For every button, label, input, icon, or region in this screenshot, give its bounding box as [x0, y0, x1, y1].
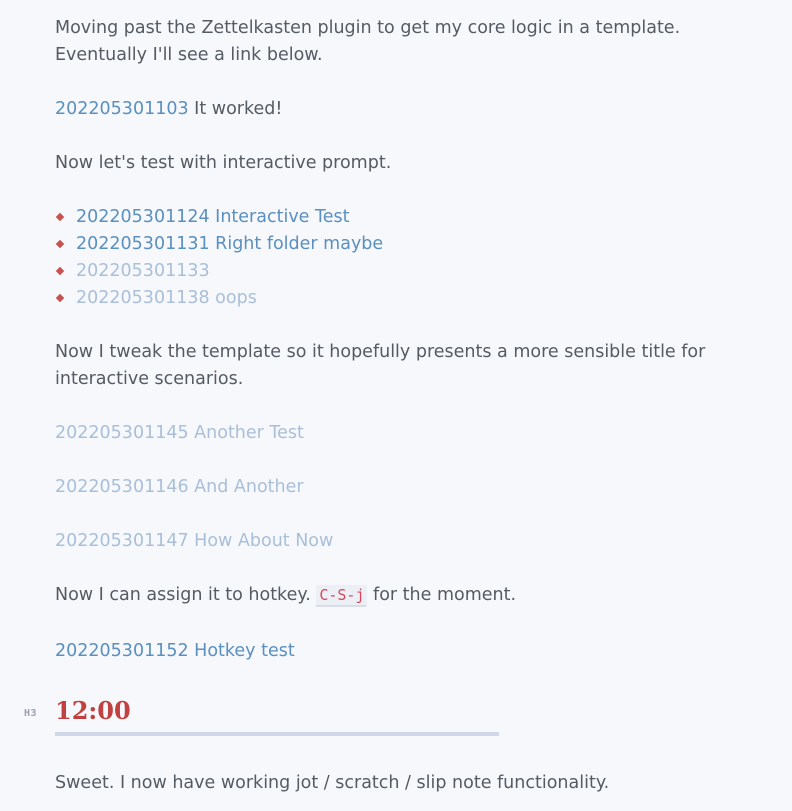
note-link-unresolved[interactable]: 202205301147 How About Now [55, 531, 334, 551]
note-body [55, 15, 735, 665]
note-link-unresolved[interactable]: 202205301145 Another Test [55, 423, 304, 443]
note-link-hotkey-test[interactable]: 202205301152 Hotkey test [55, 641, 295, 661]
note-link-202205301103[interactable]: 202205301103 [55, 99, 189, 119]
link-paragraph [55, 638, 735, 665]
note-link-unresolved[interactable]: 202205301146 And Another [55, 477, 304, 497]
diamond-bullet-icon [56, 213, 64, 221]
link-paragraph [55, 528, 735, 555]
paragraph-template [55, 339, 735, 393]
note-link-unresolved[interactable]: 202205301138 oops [76, 288, 257, 308]
diamond-bullet-icon [56, 240, 64, 248]
hotkey-text-after: for the moment. [367, 585, 517, 605]
paragraph-template-line1: Now I tweak the template so it hopefully presents a more sensible title for [55, 342, 706, 362]
heading-time: 12:00 [55, 696, 131, 725]
link-paragraph [55, 420, 735, 447]
paragraph-template-line2: interactive scenarios. [55, 369, 244, 389]
paragraph-sweet: Sweet. I now have working jot / scratch / slip note functionality. [55, 773, 610, 793]
list-item [55, 231, 735, 258]
worked-text: It worked! [188, 99, 283, 119]
paragraph-intro-line1: Moving past the Zettelkasten plugin to get my core logic in a template. [55, 18, 681, 38]
heading-level-tag: H3 [24, 708, 38, 719]
hotkey-text-before: Now I can assign it to hotkey. [55, 585, 317, 605]
note-link[interactable]: 202205301124 Interactive Test [76, 207, 350, 227]
note-link-unresolved[interactable]: 202205301133 [76, 261, 210, 281]
diamond-bullet-icon [56, 294, 64, 302]
note-link[interactable]: 202205301131 Right folder maybe [76, 234, 384, 254]
heading-section [0, 694, 792, 744]
heading-underline [55, 732, 499, 736]
paragraph-intro [55, 15, 735, 69]
hotkey-code: C-S-j [316, 585, 367, 607]
list-item [55, 204, 735, 231]
note-link-list [55, 204, 735, 312]
list-item [55, 258, 735, 285]
list-item [55, 285, 735, 312]
paragraph-worked [55, 96, 735, 123]
diamond-bullet-icon [56, 267, 64, 275]
paragraph-hotkey [55, 582, 735, 609]
paragraph-intro-line2: Eventually I'll see a link below. [55, 45, 323, 65]
paragraph-interactive: Now let's test with interactive prompt. [55, 153, 392, 173]
link-paragraph [55, 474, 735, 501]
